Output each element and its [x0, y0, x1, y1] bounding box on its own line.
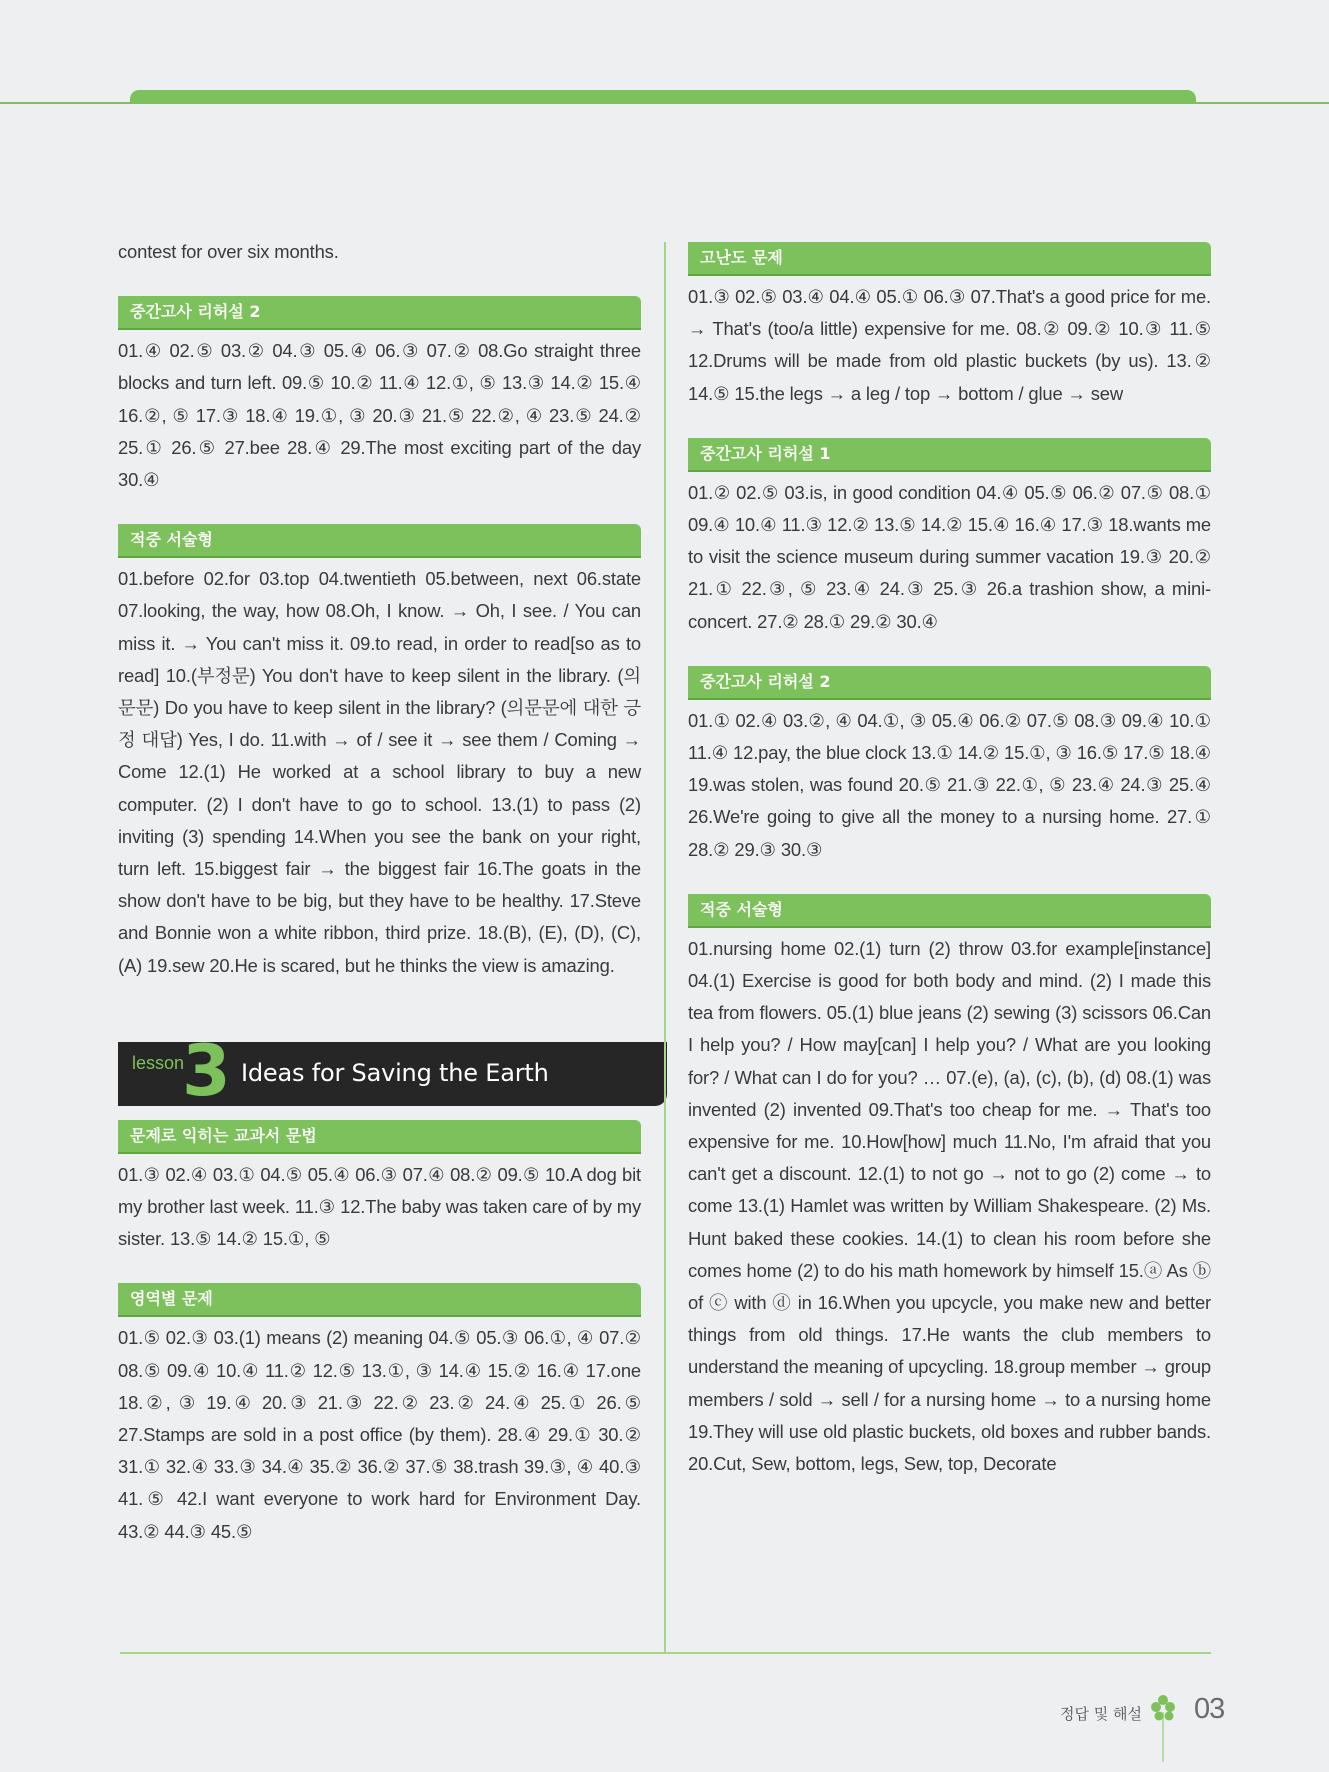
- answer-paragraph: 01.⑤ 02.③ 03.(1) means (2) meaning 04.⑤ 05.③ 06.①, ④ 07.② 08.⑤ 09.④ 10.④ 11.② 12.⑤ 13.①, ③ 14.④ 15.② 16.④ 17.one 18.②, ③ 19.④ 20.③ 21.③ 22.② 23.② 24.④ 25.① 26.⑤ 27.Stamps are sold in a post office (by them). 28.④ 29.① 30.② 31.① 32.④ 33.③ 34.④ 35.② 36.② 37.⑤ 38.trash 39.③, ④ 40.③ 41.⑤ 42.I want everyone to work hard for Environment Day. 43.② 44.③ 45.⑤: [118, 1327, 641, 1542]
- answer-paragraph: 01.④ 02.⑤ 03.② 04.③ 05.④ 06.③ 07.② 08.Go straight three blocks and turn left. 09.⑤ 10.② 11.④ 12.①, ⑤ 13.③ 14.② 15.④ 16.②, ⑤ 17.③ 18.④ 19.①, ③ 20.③ 21.⑤ 22.②, ④ 23.⑤ 24.② 25.① 26.⑤ 27.bee 28.④ 29.The most exciting part of the day 30.④: [118, 340, 641, 491]
- lesson-title: Ideas for Saving the Earth: [241, 1058, 549, 1087]
- section-title: 적중 서술형: [118, 524, 641, 556]
- lesson-label: lesson: [132, 1052, 185, 1073]
- footer-label: 정답 및 해설: [1060, 1705, 1142, 1723]
- lesson-number: 3: [182, 1029, 231, 1112]
- column-divider: [664, 242, 666, 1652]
- left-column: [118, 236, 641, 1548]
- answer-paragraph: 01.② 02.⑤ 03.is, in good condition 04.④ 05.⑤ 06.② 07.⑤ 08.① 09.④ 10.④ 11.③ 12.② 13.⑤ 14.② 15.④ 16.④ 17.③ 18.wants me to visit the science museum during summer vacation 19.③ 20.② 21.① 22.③, ⑤ 23.④ 24.③ 25.③ 26.a trashion show, a mini-concert. 27.② 28.① 29.② 30.④: [688, 481, 1211, 632]
- section-title: 문제로 익히는 교과서 문법: [118, 1120, 641, 1152]
- clover-icon: [1148, 1692, 1178, 1767]
- answer-paragraph: 01.③ 02.④ 03.① 04.⑤ 05.④ 06.③ 07.④ 08.② 09.⑤ 10.A dog bit my brother last week. 11.③ 12.The baby was taken care of by my sister. 13.⑤ 14.② 15.①, ⑤: [118, 1163, 641, 1250]
- page-number: 03: [1194, 1693, 1225, 1725]
- section-title: 중간고사 리허설 1: [688, 438, 1211, 470]
- intro-text: contest for over six months.: [118, 241, 339, 262]
- right-column: [688, 242, 1211, 1480]
- header-band: [130, 90, 1196, 104]
- lesson-banner: [118, 1029, 667, 1112]
- answer-paragraph: 01.nursing home 02.(1) turn (2) throw 03.for example[instance] 04.(1) Exercise is good for both body and mind. (2) I made this tea from flowers. 05.(1) blue jeans (2) sewing (3) scissors 06.Can I help you? / How may[can] I help you? / What are you looking for? / What can I do for you? … 07.(e), (a), (c), (b), (d) 08.(1) was invented (2) invented 09.That's too cheap for me. → That's too expensive for me. 10.How[how] much 11.No, I'm afraid that you can't get a discount. 12.(1) to not go → not to go (2) come → to come 13.(1) Hamlet was written by William Shakespeare. (2) Ms. Hunt baked these cookies. 14.(1) to clean his room before she comes home (2) to do his math homework by himself 15.ⓐ As ⓑ of ⓒ with ⓓ in 16.When you upcycle, you make new and better things from old things. 17.He wants the club members to understand the meaning of upcycling. 18.group member → group members / sold → sell / for a nursing home → to a nursing home 19.They will use old plastic buckets, old boxes and rubber bands. 20.Cut, Sew, bottom, legs, Sew, top, Decorate: [688, 937, 1211, 1475]
- section-title: 영역별 문제: [118, 1283, 641, 1315]
- section-title: 적중 서술형: [688, 894, 1211, 926]
- answer-paragraph: 01.① 02.④ 03.②, ④ 04.①, ③ 05.④ 06.② 07.⑤ 08.③ 09.④ 10.① 11.④ 12.pay, the blue clock 13.① 14.② 15.①, ③ 16.⑤ 17.⑤ 18.④ 19.was stolen, was found 20.⑤ 21.③ 22.①, ⑤ 23.④ 24.③ 25.④ 26.We're going to give all the money to a nursing home. 27.① 28.② 29.③ 30.③: [688, 709, 1211, 860]
- footer-line: [120, 1652, 1211, 1654]
- section-title: 고난도 문제: [688, 242, 1211, 274]
- answer-paragraph: 01.③ 02.⑤ 03.④ 04.④ 05.① 06.③ 07.That's a good price for me. → That's (too/a little) expensive for me. 08.② 09.② 10.③ 11.⑤ 12.Drums will be made from old plastic buckets (by us). 13.② 14.⑤ 15.the legs → a leg / top → bottom / glue → sew: [688, 286, 1211, 404]
- answer-paragraph: 01.before 02.for 03.top 04.twentieth 05.between, next 06.state 07.looking, the way, how 08.Oh, I know. → Oh, I see. / You can miss it. → You can't miss it. 09.to read, in order to read[so as to read] 10.(부정문) You don't have to keep silent in the library. (의문문) Do you have to keep silent in the library? (의문문에 대한 긍정 대답) Yes, I do. 11.with → of / see it → see them / Coming → Come 12.(1) He worked at a school library to buy a new computer. (2) I don't have to go to school. 13.(1) to pass (2) inviting (3) spending 14.When you see the bank on your right, turn left. 15.biggest fair → the biggest fair 16.The goats in the show don't have to be big, but they have to be healthy. 17.Steve and Bonnie won a white ribbon, third prize. 18.(B), (E), (D), (C), (A) 19.sew 20.He is scared, but he thinks the view is amazing.: [118, 568, 641, 976]
- section-title: 중간고사 리허설 2: [688, 666, 1211, 698]
- section-title: 중간고사 리허설 2: [118, 296, 641, 328]
